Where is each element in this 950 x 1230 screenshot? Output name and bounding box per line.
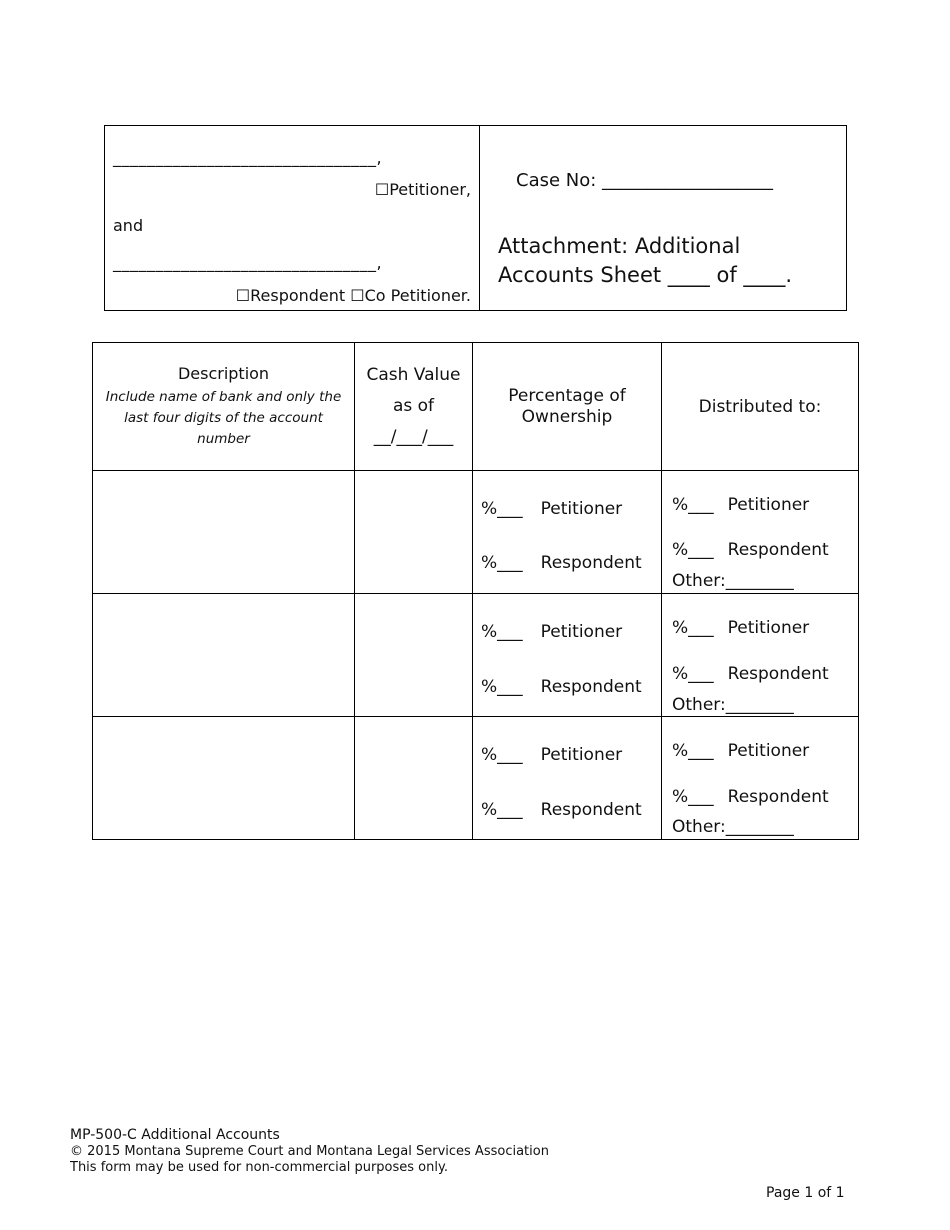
description-cell[interactable] [93, 594, 355, 717]
party-label: Petitioner [727, 495, 810, 515]
description-cell[interactable] [93, 471, 355, 594]
ownership-cell [473, 717, 662, 840]
distribution-respondent[interactable] [672, 540, 829, 560]
percent-blank[interactable]: %___ [672, 787, 714, 807]
percentage-header-line1: Percentage of [508, 385, 626, 406]
percent-blank[interactable]: %___ [672, 664, 714, 684]
usage-notice: This form may be used for non-commercial purposes only. [70, 1160, 448, 1175]
party-label: Respondent [540, 553, 642, 573]
distribution-other[interactable]: Other:________ [672, 571, 794, 591]
party-label: Petitioner [540, 622, 623, 642]
distribution-cell [662, 471, 859, 594]
percent-blank[interactable]: %___ [672, 540, 714, 560]
percent-blank[interactable]: %___ [481, 622, 523, 642]
party-label: Petitioner [540, 499, 623, 519]
party-label: Respondent [540, 800, 642, 820]
distribution-petitioner[interactable] [672, 741, 809, 761]
description-header [93, 343, 355, 471]
party-label: Respondent [727, 787, 829, 807]
percent-blank[interactable]: %___ [481, 499, 523, 519]
cash-value-cell[interactable] [355, 594, 473, 717]
percent-blank[interactable]: %___ [481, 800, 523, 820]
page-footer [70, 1127, 549, 1177]
copyright-notice: © 2015 Montana Supreme Court and Montana Legal Services Association [70, 1143, 549, 1159]
party-label: Petitioner [540, 745, 623, 765]
table-row [93, 594, 859, 717]
ownership-petitioner[interactable] [481, 745, 622, 765]
attachment-title-line1: Attachment: Additional [498, 234, 741, 258]
ownership-cell [473, 594, 662, 717]
ownership-respondent[interactable] [481, 553, 642, 573]
percentage-header-line2: Ownership [521, 406, 613, 427]
distribution-respondent[interactable] [672, 664, 829, 684]
percent-blank[interactable]: %___ [481, 745, 523, 765]
respondent-role[interactable]: ☐Respondent ☐Co Petitioner. [235, 286, 471, 305]
distribution-cell [662, 717, 859, 840]
cash-value-header-line1: Cash Value [366, 365, 461, 385]
cash-value-cell[interactable] [355, 471, 473, 594]
percent-blank[interactable]: %___ [672, 495, 714, 515]
ownership-respondent[interactable] [481, 677, 642, 697]
case-info-section [480, 126, 846, 310]
table-row [93, 717, 859, 840]
party-label: Petitioner [727, 618, 810, 638]
petitioner-name-line[interactable]: _______________________________, [113, 148, 383, 167]
distribution-respondent[interactable] [672, 787, 829, 807]
distribution-cell [662, 594, 859, 717]
table-row [93, 471, 859, 594]
percent-blank[interactable]: %___ [481, 677, 523, 697]
percent-blank[interactable]: %___ [672, 618, 714, 638]
percent-blank[interactable]: %___ [672, 741, 714, 761]
description-header-title: Description [177, 363, 270, 383]
description-header-note: Include name of bank and only the last four digits of the account number [105, 388, 342, 447]
distributed-header: Distributed to: [662, 343, 859, 471]
ownership-respondent[interactable] [481, 800, 642, 820]
attachment-title [498, 232, 792, 290]
ownership-petitioner[interactable] [481, 622, 622, 642]
attachment-title-line2[interactable]: Accounts Sheet ____ of ____. [498, 263, 793, 287]
case-caption-box [104, 125, 847, 311]
distribution-petitioner[interactable] [672, 618, 809, 638]
table-header-row [93, 343, 859, 471]
percent-blank[interactable]: %___ [481, 553, 523, 573]
parties-section [105, 126, 480, 310]
party-label: Respondent [727, 664, 829, 684]
description-cell[interactable] [93, 717, 355, 840]
cash-value-cell[interactable] [355, 717, 473, 840]
party-label: Respondent [727, 540, 829, 560]
cash-value-date-field[interactable]: __/___/___ [373, 427, 454, 447]
accounts-table [92, 342, 859, 840]
form-id: MP-500-C Additional Accounts [70, 1127, 280, 1143]
respondent-name-line[interactable]: _______________________________, [113, 253, 383, 272]
petitioner-role[interactable]: ☐Petitioner, [374, 180, 471, 199]
party-label: Petitioner [727, 741, 810, 761]
and-text: and [113, 216, 144, 235]
page-number: Page 1 of 1 [766, 1185, 845, 1201]
distribution-petitioner[interactable] [672, 495, 809, 515]
ownership-petitioner[interactable] [481, 499, 622, 519]
cash-value-header-line2: as of [392, 396, 435, 416]
ownership-cell [473, 471, 662, 594]
percentage-header [473, 343, 662, 471]
cash-value-header [355, 343, 473, 471]
distribution-other[interactable]: Other:________ [672, 695, 794, 715]
distribution-other[interactable]: Other:________ [672, 817, 794, 837]
party-label: Respondent [540, 677, 642, 697]
case-number-field[interactable]: Case No: ___________________ [516, 170, 774, 191]
